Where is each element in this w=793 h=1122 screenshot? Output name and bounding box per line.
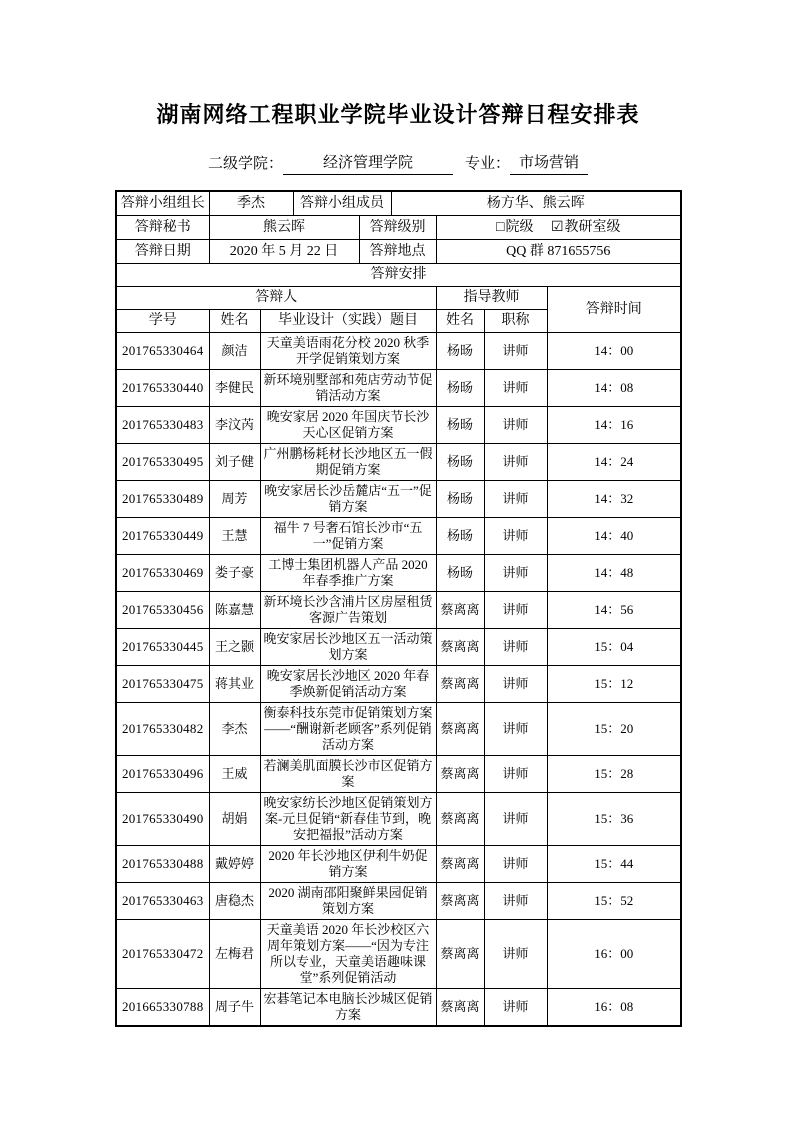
student-name-cell: 周芳 bbox=[209, 481, 260, 518]
advisor-title-cell: 讲师 bbox=[484, 666, 547, 703]
group-members-value: 杨方华、熊云晖 bbox=[391, 191, 681, 216]
defense-time-cell: 14：08 bbox=[547, 370, 681, 407]
advisor-name-cell: 蔡离离 bbox=[436, 793, 484, 846]
level-option-college bbox=[496, 220, 533, 235]
advisor-title-cell: 讲师 bbox=[484, 481, 547, 518]
student-id-cell: 201765330464 bbox=[116, 333, 209, 370]
location-value: QQ 群 871655756 bbox=[436, 240, 681, 264]
defense-time-cell: 14：32 bbox=[547, 481, 681, 518]
student-name-cell: 颜洁 bbox=[209, 333, 260, 370]
student-id-cell: 201765330449 bbox=[116, 518, 209, 555]
table-row bbox=[116, 444, 681, 481]
topic-cell: 晚安家居长沙地区五一活动策划方案 bbox=[260, 629, 436, 666]
student-name-cell: 王威 bbox=[209, 756, 260, 793]
level-option-teaching-section-label: 教研室级 bbox=[564, 219, 621, 235]
advisor-title-cell: 讲师 bbox=[484, 592, 547, 629]
student-name-cell: 戴婷婷 bbox=[209, 846, 260, 883]
table-row bbox=[116, 333, 681, 370]
schedule-rows bbox=[116, 333, 681, 1027]
topic-cell: 2020 年长沙地区伊利牛奶促销方案 bbox=[260, 846, 436, 883]
topic-cell: 新环境别墅部和苑店劳动节促销活动方案 bbox=[260, 370, 436, 407]
topic-cell: 工博士集团机器人产品 2020 年春季推广方案 bbox=[260, 555, 436, 592]
defense-schedule-table bbox=[115, 190, 682, 1027]
level-value bbox=[436, 216, 681, 240]
student-id-cell: 201765330463 bbox=[116, 883, 209, 920]
student-name-cell: 左梅君 bbox=[209, 920, 260, 989]
student-name-cell: 唐稳杰 bbox=[209, 883, 260, 920]
advisor-title-cell: 讲师 bbox=[484, 407, 547, 444]
defense-time-cell: 14：24 bbox=[547, 444, 681, 481]
advisor-title-cell: 讲师 bbox=[484, 883, 547, 920]
advisor-title-cell: 讲师 bbox=[484, 370, 547, 407]
topic-cell: 若澜美肌面膜长沙市区促销方案 bbox=[260, 756, 436, 793]
topic-cell: 晚安家居 2020 年国庆节长沙天心区促销方案 bbox=[260, 407, 436, 444]
student-id-cell: 201765330475 bbox=[116, 666, 209, 703]
defense-time-cell: 15：44 bbox=[547, 846, 681, 883]
defense-time-cell: 14：56 bbox=[547, 592, 681, 629]
table-row bbox=[116, 989, 681, 1027]
advisor-name-cell: 蔡离离 bbox=[436, 703, 484, 756]
topic-cell: 广州鹏杨耗材长沙地区五一假期促销方案 bbox=[260, 444, 436, 481]
student-name-cell: 陈嘉慧 bbox=[209, 592, 260, 629]
advisor-name-cell: 蔡离离 bbox=[436, 846, 484, 883]
checkbox-checked-icon: ☑ bbox=[550, 219, 564, 235]
header-group-row bbox=[116, 287, 681, 310]
topic-cell: 宏碁笔记本电脑长沙城区促销方案 bbox=[260, 989, 436, 1027]
defense-time-cell: 15：36 bbox=[547, 793, 681, 846]
date-label: 答辩日期 bbox=[116, 240, 209, 264]
advisor-name-cell: 杨旸 bbox=[436, 370, 484, 407]
student-id-cell: 201765330482 bbox=[116, 703, 209, 756]
topic-cell: 晚安家居长沙岳麓店“五一”促销方案 bbox=[260, 481, 436, 518]
advisor-title-cell: 讲师 bbox=[484, 920, 547, 989]
table-row bbox=[116, 666, 681, 703]
col-group-advisor: 指导教师 bbox=[436, 287, 547, 310]
group-leader-label: 答辩小组组长 bbox=[116, 191, 209, 216]
topic-cell: 晚安家居长沙地区 2020 年春季焕新促销活动方案 bbox=[260, 666, 436, 703]
advisor-name-cell: 蔡离离 bbox=[436, 666, 484, 703]
college-value: 经济管理学院 bbox=[283, 153, 453, 175]
table-row bbox=[116, 481, 681, 518]
advisor-title-cell: 讲师 bbox=[484, 444, 547, 481]
student-id-cell: 201765330472 bbox=[116, 920, 209, 989]
student-id-cell: 201765330469 bbox=[116, 555, 209, 592]
topic-cell: 2020 湖南邵阳聚鲜果园促销策划方案 bbox=[260, 883, 436, 920]
level-option-college-label: 院级 bbox=[505, 219, 534, 235]
defense-time-cell: 15：28 bbox=[547, 756, 681, 793]
topic-cell: 晚安家纺长沙地区促销策划方案-元旦促销“新春佳节到，晚安把福报”活动方案 bbox=[260, 793, 436, 846]
table-row bbox=[116, 846, 681, 883]
major-label: 专业： bbox=[465, 156, 511, 172]
student-name-cell: 李汶芮 bbox=[209, 407, 260, 444]
advisor-title-cell: 讲师 bbox=[484, 555, 547, 592]
table-row bbox=[116, 883, 681, 920]
col-header-student-name: 姓名 bbox=[209, 310, 260, 333]
defense-time-cell: 15：52 bbox=[547, 883, 681, 920]
table-row bbox=[116, 518, 681, 555]
advisor-name-cell: 杨旸 bbox=[436, 555, 484, 592]
info-row-secretary bbox=[116, 216, 681, 240]
advisor-title-cell: 讲师 bbox=[484, 989, 547, 1027]
defense-time-cell: 15：04 bbox=[547, 629, 681, 666]
advisor-title-cell: 讲师 bbox=[484, 518, 547, 555]
table-row bbox=[116, 756, 681, 793]
student-id-cell: 201765330495 bbox=[116, 444, 209, 481]
advisor-name-cell: 杨旸 bbox=[436, 407, 484, 444]
major-value: 市场营销 bbox=[510, 153, 588, 175]
defense-time-cell: 14：48 bbox=[547, 555, 681, 592]
secretary-label: 答辩秘书 bbox=[116, 216, 209, 240]
defense-time-cell: 14：16 bbox=[547, 407, 681, 444]
student-name-cell: 蒋其业 bbox=[209, 666, 260, 703]
table-row bbox=[116, 370, 681, 407]
student-id-cell: 201765330489 bbox=[116, 481, 209, 518]
student-name-cell: 娄子豪 bbox=[209, 555, 260, 592]
student-id-cell: 201765330490 bbox=[116, 793, 209, 846]
student-id-cell: 201665330788 bbox=[116, 989, 209, 1027]
defense-time-cell: 15：20 bbox=[547, 703, 681, 756]
topic-cell: 新环境长沙含浦片区房屋租赁客源广告策划 bbox=[260, 592, 436, 629]
topic-cell: 天童美语 2020 年长沙校区六周年策划方案——“因为专注所以专业，天童美语趣味课堂”系列促销活动 bbox=[260, 920, 436, 989]
student-id-cell: 201765330483 bbox=[116, 407, 209, 444]
advisor-title-cell: 讲师 bbox=[484, 793, 547, 846]
advisor-name-cell: 杨旸 bbox=[436, 444, 484, 481]
advisor-title-cell: 讲师 bbox=[484, 333, 547, 370]
advisor-name-cell: 蔡离离 bbox=[436, 756, 484, 793]
college-label: 二级学院： bbox=[207, 156, 283, 172]
group-members-label: 答辩小组成员 bbox=[293, 191, 391, 216]
student-id-cell: 201765330496 bbox=[116, 756, 209, 793]
location-label: 答辩地点 bbox=[359, 240, 436, 264]
table-row bbox=[116, 793, 681, 846]
col-header-time: 答辩时间 bbox=[547, 287, 681, 333]
advisor-title-cell: 讲师 bbox=[484, 756, 547, 793]
student-id-cell: 201765330440 bbox=[116, 370, 209, 407]
col-header-advisor-title: 职称 bbox=[484, 310, 547, 333]
defense-time-cell: 14：00 bbox=[547, 333, 681, 370]
student-name-cell: 李杰 bbox=[209, 703, 260, 756]
table-row bbox=[116, 555, 681, 592]
advisor-name-cell: 蔡离离 bbox=[436, 592, 484, 629]
schedule-band-label: 答辩安排 bbox=[116, 264, 681, 287]
info-row-group bbox=[116, 191, 681, 216]
table-row bbox=[116, 592, 681, 629]
student-id-cell: 201765330445 bbox=[116, 629, 209, 666]
topic-cell: 天童美语雨花分校 2020 秋季开学促销策划方案 bbox=[260, 333, 436, 370]
defense-time-cell: 16：00 bbox=[547, 920, 681, 989]
table-row bbox=[116, 703, 681, 756]
student-name-cell: 刘子健 bbox=[209, 444, 260, 481]
student-id-cell: 201765330456 bbox=[116, 592, 209, 629]
advisor-name-cell: 杨旸 bbox=[436, 333, 484, 370]
info-row-date bbox=[116, 240, 681, 264]
student-name-cell: 王慧 bbox=[209, 518, 260, 555]
defense-time-cell: 15：12 bbox=[547, 666, 681, 703]
level-label: 答辩级别 bbox=[359, 216, 436, 240]
topic-cell: 福牛 7 号奢石馆长沙市“五一”促销方案 bbox=[260, 518, 436, 555]
advisor-title-cell: 讲师 bbox=[484, 629, 547, 666]
table-row bbox=[116, 407, 681, 444]
secretary-value: 熊云晖 bbox=[209, 216, 359, 240]
topic-cell: 衡泰科技东莞市促销策划方案——“酬谢新老顾客”系列促销活动方案 bbox=[260, 703, 436, 756]
advisor-name-cell: 杨旸 bbox=[436, 518, 484, 555]
col-group-respondent: 答辩人 bbox=[116, 287, 436, 310]
student-name-cell: 王之颢 bbox=[209, 629, 260, 666]
group-leader-value: 季杰 bbox=[209, 191, 293, 216]
col-header-advisor-name: 姓名 bbox=[436, 310, 484, 333]
defense-time-cell: 16：08 bbox=[547, 989, 681, 1027]
student-id-cell: 201765330488 bbox=[116, 846, 209, 883]
subtitle-line bbox=[115, 153, 681, 175]
level-option-teaching-section bbox=[551, 220, 621, 235]
table-row bbox=[116, 629, 681, 666]
student-name-cell: 李健民 bbox=[209, 370, 260, 407]
advisor-name-cell: 蔡离离 bbox=[436, 883, 484, 920]
advisor-name-cell: 蔡离离 bbox=[436, 629, 484, 666]
advisor-name-cell: 蔡离离 bbox=[436, 989, 484, 1027]
schedule-band-row bbox=[116, 264, 681, 287]
table-row bbox=[116, 920, 681, 989]
advisor-title-cell: 讲师 bbox=[484, 703, 547, 756]
defense-time-cell: 14：40 bbox=[547, 518, 681, 555]
student-name-cell: 胡娟 bbox=[209, 793, 260, 846]
date-value: 2020 年 5 月 22 日 bbox=[209, 240, 359, 264]
advisor-title-cell: 讲师 bbox=[484, 846, 547, 883]
advisor-name-cell: 蔡离离 bbox=[436, 920, 484, 989]
col-header-topic: 毕业设计（实践）题目 bbox=[260, 310, 436, 333]
checkbox-unchecked-icon: □ bbox=[495, 219, 505, 235]
advisor-name-cell: 杨旸 bbox=[436, 481, 484, 518]
page-title: 湖南网络工程职业学院毕业设计答辩日程安排表 bbox=[156, 102, 640, 127]
student-name-cell: 周子牛 bbox=[209, 989, 260, 1027]
col-header-student-id: 学号 bbox=[116, 310, 209, 333]
